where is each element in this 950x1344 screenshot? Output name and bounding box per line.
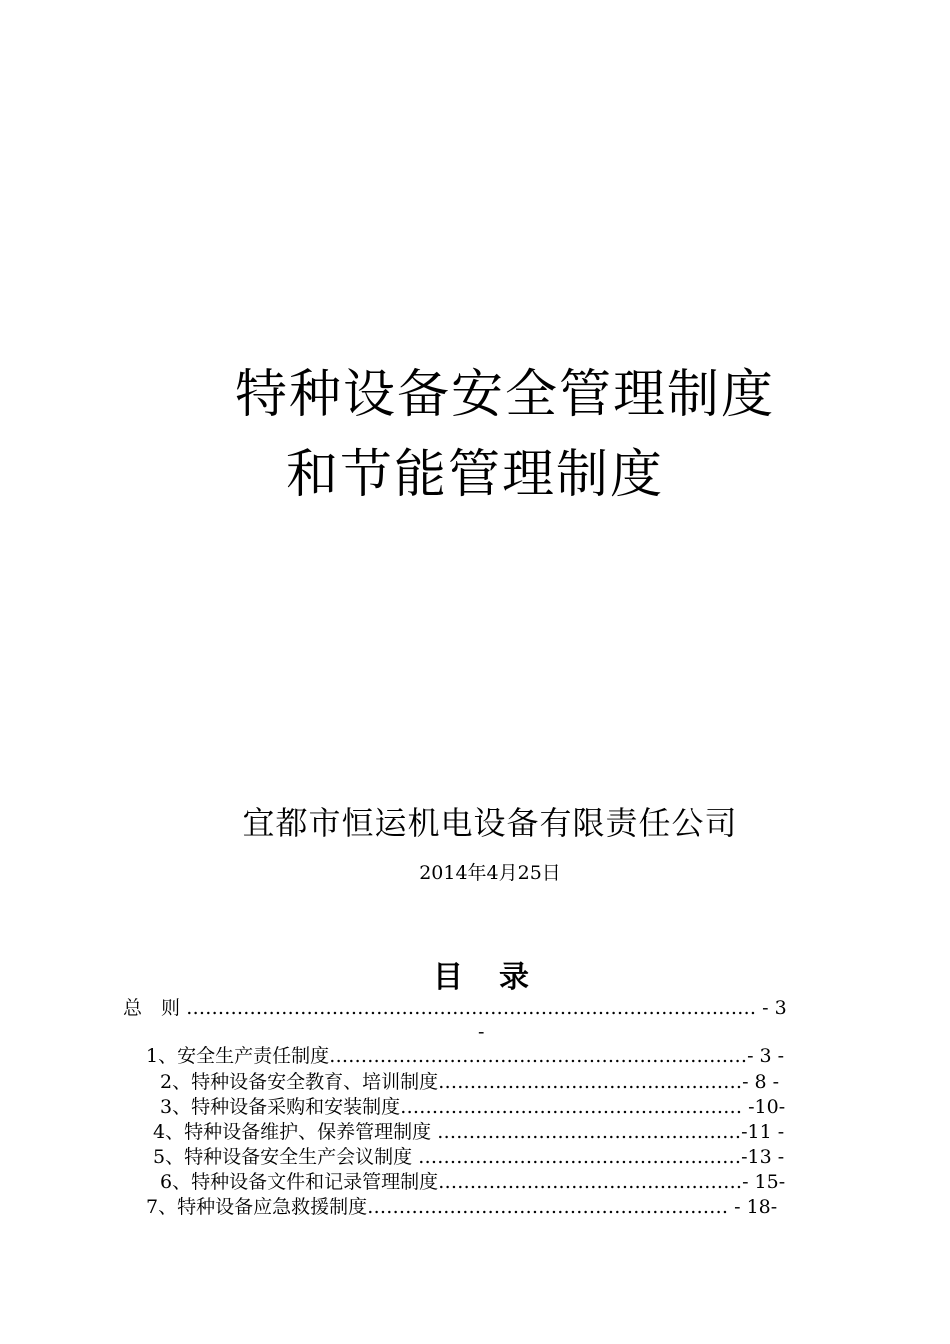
toc-entry-label: 6、特种设备文件和记录管理制度 bbox=[160, 1171, 439, 1193]
toc-entry-dots: ……………………………………………………………………………… bbox=[186, 997, 757, 1019]
toc-entry-page: - 3 bbox=[762, 997, 787, 1019]
toc-entry-3[interactable] bbox=[160, 1095, 785, 1119]
document-title-line1: 特种设备安全管理制度 bbox=[234, 365, 775, 425]
document-date: 2014年4月25日 bbox=[419, 862, 561, 884]
toc-entry-label: 5、特种设备安全生产会议制度 bbox=[153, 1146, 419, 1168]
toc-entry-page: - 3 - bbox=[747, 1045, 785, 1067]
toc-entry-label: 1、安全生产责任制度 bbox=[146, 1045, 330, 1067]
toc-entry-label: 4、特种设备维护、保养管理制度 bbox=[153, 1121, 438, 1143]
document-title-line2: 和节能管理制度 bbox=[285, 445, 664, 505]
toc-entry-dots: ………………………………………… bbox=[438, 1171, 743, 1193]
company-name: 宜都市恒运机电设备有限责任公司 bbox=[242, 804, 738, 842]
toc-entry-dots: ………………………………………………………… bbox=[329, 1045, 748, 1067]
toc-heading: 目录 bbox=[433, 960, 565, 995]
toc-entry-page: - 15- bbox=[742, 1171, 786, 1193]
toc-entry-dots: ………………………………………… bbox=[438, 1071, 743, 1093]
toc-entry-page: -13 - bbox=[741, 1146, 785, 1168]
toc-entry-page: - 8 - bbox=[742, 1071, 780, 1093]
toc-entry-page-wrap: - bbox=[478, 1021, 485, 1043]
toc-entry-label: 总 则 bbox=[123, 997, 181, 1019]
toc-entry-page: - 18- bbox=[728, 1196, 778, 1218]
toc-entry-5[interactable] bbox=[153, 1145, 784, 1169]
toc-entry-page: -11 - bbox=[741, 1121, 785, 1143]
toc-entry-dots: ………………………………………… bbox=[437, 1121, 742, 1143]
toc-entry-dots: ……………………………………………… bbox=[400, 1096, 743, 1118]
toc-entry-7[interactable] bbox=[146, 1195, 777, 1219]
toc-entry-label: 7、特种设备应急救援制度 bbox=[146, 1196, 368, 1218]
toc-entry-page: -10- bbox=[742, 1096, 786, 1118]
toc-entry-label: 3、特种设备采购和安装制度 bbox=[160, 1096, 401, 1118]
toc-entry-4[interactable] bbox=[153, 1120, 784, 1144]
toc-entry-dots: ………………………………………………… bbox=[367, 1196, 729, 1218]
toc-entry-dots: …………………………………………… bbox=[418, 1146, 742, 1168]
toc-entry-1[interactable] bbox=[146, 1044, 784, 1068]
toc-entry-6[interactable] bbox=[160, 1170, 785, 1194]
toc-entry-general[interactable] bbox=[123, 996, 787, 1020]
toc-entry-label: 2、特种设备安全教育、培训制度 bbox=[160, 1071, 439, 1093]
toc-entry-2[interactable] bbox=[160, 1070, 779, 1094]
